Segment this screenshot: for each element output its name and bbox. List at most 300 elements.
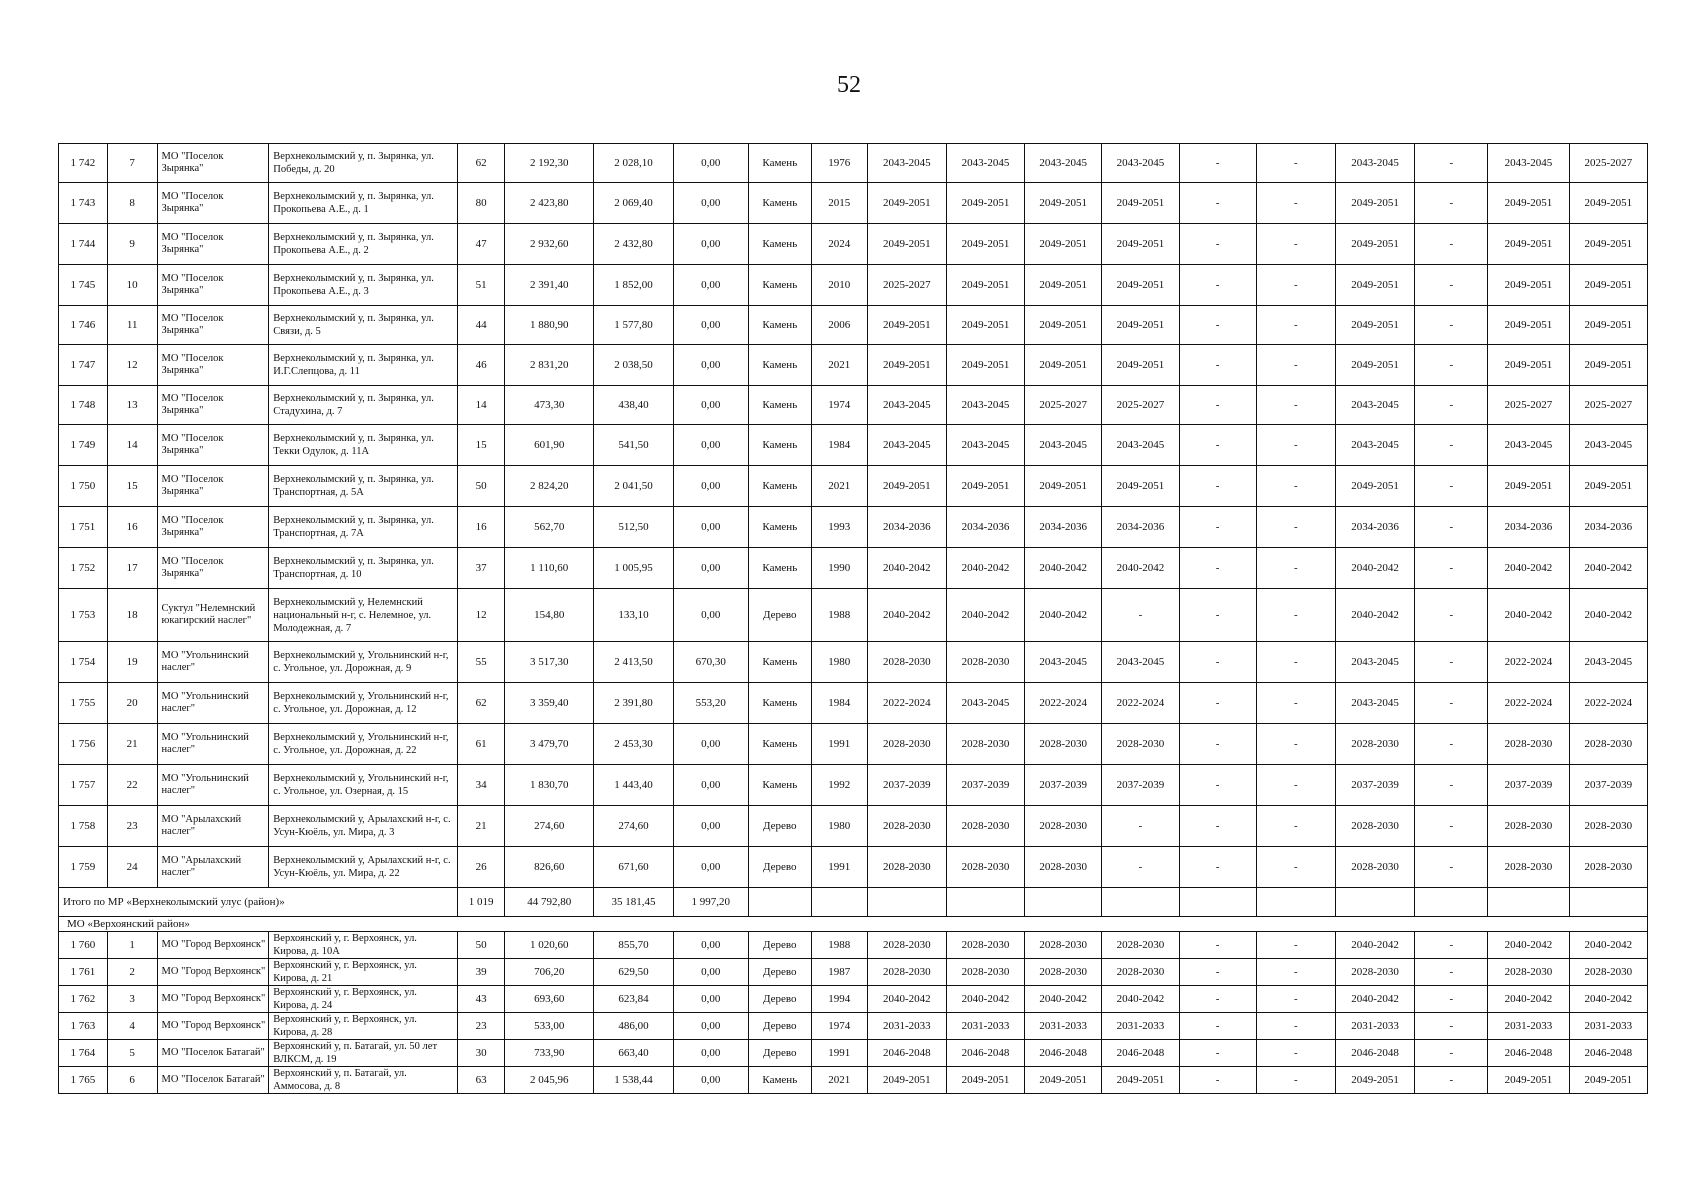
row-number: 1 756 bbox=[59, 724, 108, 765]
build-year: 2015 bbox=[811, 183, 867, 224]
repair-period-7: 2031-2033 bbox=[1335, 1013, 1414, 1040]
address: Верхоянский у, г. Верхоянск, ул. Кирова, д. 24 bbox=[269, 986, 458, 1013]
repair-period-2: 2046-2048 bbox=[946, 1040, 1024, 1067]
local-number: 3 bbox=[107, 986, 157, 1013]
repair-period-10: 2028-2030 bbox=[1569, 959, 1647, 986]
repair-period-10: 2049-2051 bbox=[1569, 466, 1647, 507]
repair-period-6: - bbox=[1256, 724, 1335, 765]
table-row bbox=[59, 847, 1648, 888]
repair-period-10: 2049-2051 bbox=[1569, 1067, 1647, 1094]
repair-period-5: - bbox=[1179, 986, 1256, 1013]
build-year: 1992 bbox=[811, 765, 867, 806]
wall-material: Камень bbox=[748, 144, 811, 183]
repair-period-5: - bbox=[1179, 932, 1256, 959]
repair-period-3: 2031-2033 bbox=[1025, 1013, 1102, 1040]
table-row bbox=[59, 1040, 1648, 1067]
table-row bbox=[59, 466, 1648, 507]
row-number: 1 749 bbox=[59, 425, 108, 466]
nonresidential-area: 0,00 bbox=[673, 847, 748, 888]
nonresidential-area: 0,00 bbox=[673, 986, 748, 1013]
apartments-count: 37 bbox=[458, 548, 505, 589]
repair-period-1: 2028-2030 bbox=[867, 724, 946, 765]
repair-period-8: - bbox=[1415, 932, 1488, 959]
repair-period-9: 2049-2051 bbox=[1488, 224, 1569, 265]
wall-material: Камень bbox=[748, 548, 811, 589]
repair-period-3: 2040-2042 bbox=[1025, 986, 1102, 1013]
living-area: 671,60 bbox=[594, 847, 673, 888]
local-number: 23 bbox=[107, 806, 157, 847]
build-year: 1984 bbox=[811, 425, 867, 466]
repair-period-9: 2022-2024 bbox=[1488, 683, 1569, 724]
address: Верхнеколымский у, п. Зырянка, ул. Связи, д. 5 bbox=[269, 306, 458, 345]
address: Верхнеколымский у, Арылахский н-г, с. Усун-Кюёль, ул. Мира, д. 22 bbox=[269, 847, 458, 888]
repair-period-9: 2049-2051 bbox=[1488, 1067, 1569, 1094]
nonresidential-area: 0,00 bbox=[673, 765, 748, 806]
apartments-count: 14 bbox=[458, 386, 505, 425]
repair-period-4: 2034-2036 bbox=[1102, 507, 1179, 548]
empty-cell bbox=[1488, 888, 1569, 917]
municipality: МО "Поселок Зырянка" bbox=[157, 144, 269, 183]
row-number: 1 760 bbox=[59, 932, 108, 959]
repair-period-10: 2034-2036 bbox=[1569, 507, 1647, 548]
repair-period-10: 2040-2042 bbox=[1569, 986, 1647, 1013]
repair-period-2: 2028-2030 bbox=[946, 642, 1024, 683]
nonresidential-area: 0,00 bbox=[673, 724, 748, 765]
table-row bbox=[59, 224, 1648, 265]
repair-period-7: 2046-2048 bbox=[1335, 1040, 1414, 1067]
repair-period-7: 2040-2042 bbox=[1335, 986, 1414, 1013]
apartments-count: 12 bbox=[458, 589, 505, 642]
local-number: 11 bbox=[107, 306, 157, 345]
nonresidential-area: 0,00 bbox=[673, 589, 748, 642]
table-row bbox=[59, 548, 1648, 589]
repair-period-6: - bbox=[1256, 507, 1335, 548]
living-area: 2 069,40 bbox=[594, 183, 673, 224]
empty-cell bbox=[811, 888, 867, 917]
table-row bbox=[59, 589, 1648, 642]
living-area: 438,40 bbox=[594, 386, 673, 425]
wall-material: Камень bbox=[748, 306, 811, 345]
repair-period-5: - bbox=[1179, 642, 1256, 683]
empty-cell bbox=[1415, 888, 1488, 917]
municipality: МО "Поселок Зырянка" bbox=[157, 386, 269, 425]
nonresidential-area: 0,00 bbox=[673, 466, 748, 507]
local-number: 8 bbox=[107, 183, 157, 224]
row-number: 1 762 bbox=[59, 986, 108, 1013]
repair-period-10: 2040-2042 bbox=[1569, 932, 1647, 959]
table-row bbox=[59, 986, 1648, 1013]
repair-period-4: - bbox=[1102, 806, 1179, 847]
repair-period-1: 2028-2030 bbox=[867, 847, 946, 888]
table-row bbox=[59, 183, 1648, 224]
repair-period-7: 2049-2051 bbox=[1335, 183, 1414, 224]
nonresidential-area: 0,00 bbox=[673, 144, 748, 183]
local-number: 20 bbox=[107, 683, 157, 724]
repair-period-7: 2040-2042 bbox=[1335, 548, 1414, 589]
wall-material: Камень bbox=[748, 683, 811, 724]
wall-material: Камень bbox=[748, 1067, 811, 1094]
repair-period-6: - bbox=[1256, 183, 1335, 224]
section-header-row bbox=[59, 917, 1648, 932]
local-number: 19 bbox=[107, 642, 157, 683]
repair-period-5: - bbox=[1179, 765, 1256, 806]
repair-period-8: - bbox=[1415, 806, 1488, 847]
row-number: 1 752 bbox=[59, 548, 108, 589]
repair-period-6: - bbox=[1256, 386, 1335, 425]
living-area: 2 028,10 bbox=[594, 144, 673, 183]
total-area: 1 880,90 bbox=[505, 306, 594, 345]
repair-period-5: - bbox=[1179, 224, 1256, 265]
total-area: 2 831,20 bbox=[505, 345, 594, 386]
repair-period-4: 2022-2024 bbox=[1102, 683, 1179, 724]
total-area: 2 391,40 bbox=[505, 265, 594, 306]
repair-period-3: 2040-2042 bbox=[1025, 548, 1102, 589]
table-row bbox=[59, 306, 1648, 345]
repair-period-2: 2043-2045 bbox=[946, 386, 1024, 425]
local-number: 6 bbox=[107, 1067, 157, 1094]
repair-period-2: 2049-2051 bbox=[946, 345, 1024, 386]
repair-period-10: 2046-2048 bbox=[1569, 1040, 1647, 1067]
local-number: 13 bbox=[107, 386, 157, 425]
address: Верхнеколымский у, п. Зырянка, ул. Транспортная, д. 5А bbox=[269, 466, 458, 507]
repair-period-9: 2028-2030 bbox=[1488, 724, 1569, 765]
table-row bbox=[59, 1013, 1648, 1040]
repair-period-10: 2028-2030 bbox=[1569, 724, 1647, 765]
build-year: 1991 bbox=[811, 847, 867, 888]
section-title: МО «Верхоянский район» bbox=[59, 917, 1648, 932]
repair-period-10: 2040-2042 bbox=[1569, 589, 1647, 642]
repair-period-8: - bbox=[1415, 724, 1488, 765]
repair-period-4: 2025-2027 bbox=[1102, 386, 1179, 425]
wall-material: Камень bbox=[748, 507, 811, 548]
repair-period-3: 2028-2030 bbox=[1025, 724, 1102, 765]
table-row bbox=[59, 507, 1648, 548]
nonresidential-area: 0,00 bbox=[673, 959, 748, 986]
municipality: МО "Город Верхоянск" bbox=[157, 986, 269, 1013]
nonresidential-area: 0,00 bbox=[673, 345, 748, 386]
build-year: 1988 bbox=[811, 589, 867, 642]
address: Верхнеколымский у, п. Зырянка, ул. Транспортная, д. 10 bbox=[269, 548, 458, 589]
repair-period-7: 2043-2045 bbox=[1335, 144, 1414, 183]
repair-period-10: 2043-2045 bbox=[1569, 642, 1647, 683]
repair-period-7: 2028-2030 bbox=[1335, 806, 1414, 847]
municipality: МО "Поселок Зырянка" bbox=[157, 224, 269, 265]
living-area: 1 005,95 bbox=[594, 548, 673, 589]
repair-period-4: 2040-2042 bbox=[1102, 548, 1179, 589]
repair-period-2: 2049-2051 bbox=[946, 265, 1024, 306]
living-area: 1 852,00 bbox=[594, 265, 673, 306]
municipality: МО "Арылахский наслег" bbox=[157, 806, 269, 847]
repair-period-10: 2031-2033 bbox=[1569, 1013, 1647, 1040]
table-row bbox=[59, 683, 1648, 724]
row-number: 1 757 bbox=[59, 765, 108, 806]
total-area: 3 517,30 bbox=[505, 642, 594, 683]
repair-period-1: 2028-2030 bbox=[867, 932, 946, 959]
empty-cell bbox=[867, 888, 946, 917]
district-1-rows bbox=[59, 144, 1648, 888]
repair-period-2: 2028-2030 bbox=[946, 959, 1024, 986]
total-area: 533,00 bbox=[505, 1013, 594, 1040]
wall-material: Камень bbox=[748, 765, 811, 806]
living-area: 274,60 bbox=[594, 806, 673, 847]
address: Верхоянский у, г. Верхоянск, ул. Кирова, д. 28 bbox=[269, 1013, 458, 1040]
repair-period-3: 2040-2042 bbox=[1025, 589, 1102, 642]
repair-period-3: 2049-2051 bbox=[1025, 306, 1102, 345]
repair-period-9: 2043-2045 bbox=[1488, 144, 1569, 183]
repair-period-2: 2049-2051 bbox=[946, 183, 1024, 224]
local-number: 9 bbox=[107, 224, 157, 265]
repair-period-10: 2049-2051 bbox=[1569, 345, 1647, 386]
repair-period-6: - bbox=[1256, 683, 1335, 724]
local-number: 7 bbox=[107, 144, 157, 183]
nonresidential-area: 0,00 bbox=[673, 306, 748, 345]
table-row bbox=[59, 1067, 1648, 1094]
wall-material: Дерево bbox=[748, 959, 811, 986]
repair-period-8: - bbox=[1415, 548, 1488, 589]
repair-period-3: 2028-2030 bbox=[1025, 932, 1102, 959]
repair-period-8: - bbox=[1415, 847, 1488, 888]
repair-period-8: - bbox=[1415, 1013, 1488, 1040]
row-number: 1 742 bbox=[59, 144, 108, 183]
empty-cell bbox=[1179, 888, 1256, 917]
repair-period-7: 2043-2045 bbox=[1335, 642, 1414, 683]
total-area: 1 110,60 bbox=[505, 548, 594, 589]
local-number: 17 bbox=[107, 548, 157, 589]
repair-period-8: - bbox=[1415, 959, 1488, 986]
address: Верхнеколымский у, Угольнинский н-г, с. Угольное, ул. Дорожная, д. 22 bbox=[269, 724, 458, 765]
repair-period-1: 2043-2045 bbox=[867, 386, 946, 425]
local-number: 5 bbox=[107, 1040, 157, 1067]
repair-period-9: 2028-2030 bbox=[1488, 806, 1569, 847]
repair-period-2: 2028-2030 bbox=[946, 806, 1024, 847]
build-year: 1980 bbox=[811, 642, 867, 683]
total-area: 562,70 bbox=[505, 507, 594, 548]
municipality: МО "Поселок Зырянка" bbox=[157, 425, 269, 466]
total-area: 733,90 bbox=[505, 1040, 594, 1067]
nonresidential-area: 0,00 bbox=[673, 806, 748, 847]
repair-period-9: 2046-2048 bbox=[1488, 1040, 1569, 1067]
repair-period-6: - bbox=[1256, 425, 1335, 466]
repair-period-1: 2049-2051 bbox=[867, 183, 946, 224]
municipality: МО "Поселок Зырянка" bbox=[157, 306, 269, 345]
wall-material: Камень bbox=[748, 642, 811, 683]
address: Верхнеколымский у, Угольнинский н-г, с. Угольное, ул. Озерная, д. 15 bbox=[269, 765, 458, 806]
repair-period-10: 2040-2042 bbox=[1569, 548, 1647, 589]
municipality: МО "Город Верхоянск" bbox=[157, 959, 269, 986]
local-number: 16 bbox=[107, 507, 157, 548]
nonresidential-area: 0,00 bbox=[673, 386, 748, 425]
nonresidential-area: 553,20 bbox=[673, 683, 748, 724]
repair-period-6: - bbox=[1256, 466, 1335, 507]
address: Верхнеколымский у, п. Зырянка, ул. Стадухина, д. 7 bbox=[269, 386, 458, 425]
build-year: 2021 bbox=[811, 345, 867, 386]
address: Верхнеколымский у, п. Зырянка, ул. Прокопьева А.Е., д. 3 bbox=[269, 265, 458, 306]
nonresidential-area: 0,00 bbox=[673, 425, 748, 466]
repair-period-1: 2022-2024 bbox=[867, 683, 946, 724]
table-row bbox=[59, 425, 1648, 466]
living-area: 2 391,80 bbox=[594, 683, 673, 724]
repair-period-2: 2028-2030 bbox=[946, 932, 1024, 959]
table-row bbox=[59, 265, 1648, 306]
repair-period-6: - bbox=[1256, 345, 1335, 386]
wall-material: Дерево bbox=[748, 806, 811, 847]
wall-material: Камень bbox=[748, 224, 811, 265]
repair-period-2: 2049-2051 bbox=[946, 224, 1024, 265]
wall-material: Камень bbox=[748, 265, 811, 306]
total-label: Итого по МР «Верхнеколымский улус (район)» bbox=[59, 888, 458, 917]
local-number: 18 bbox=[107, 589, 157, 642]
repair-period-4: - bbox=[1102, 847, 1179, 888]
empty-cell bbox=[748, 888, 811, 917]
repair-period-5: - bbox=[1179, 724, 1256, 765]
repair-period-1: 2049-2051 bbox=[867, 466, 946, 507]
apartments-count: 62 bbox=[458, 144, 505, 183]
repair-period-4: 2049-2051 bbox=[1102, 1067, 1179, 1094]
build-year: 2021 bbox=[811, 1067, 867, 1094]
repair-period-9: 2049-2051 bbox=[1488, 345, 1569, 386]
row-number: 1 759 bbox=[59, 847, 108, 888]
local-number: 1 bbox=[107, 932, 157, 959]
wall-material: Камень bbox=[748, 386, 811, 425]
repair-period-4: 2037-2039 bbox=[1102, 765, 1179, 806]
nonresidential-area: 0,00 bbox=[673, 932, 748, 959]
repair-period-3: 2049-2051 bbox=[1025, 1067, 1102, 1094]
repair-period-7: 2028-2030 bbox=[1335, 847, 1414, 888]
repair-period-6: - bbox=[1256, 1013, 1335, 1040]
build-year: 1988 bbox=[811, 932, 867, 959]
repair-period-8: - bbox=[1415, 265, 1488, 306]
total-area: 2 824,20 bbox=[505, 466, 594, 507]
repair-period-9: 2040-2042 bbox=[1488, 589, 1569, 642]
row-number: 1 763 bbox=[59, 1013, 108, 1040]
repair-period-2: 2043-2045 bbox=[946, 425, 1024, 466]
repair-period-10: 2037-2039 bbox=[1569, 765, 1647, 806]
apartments-count: 55 bbox=[458, 642, 505, 683]
repair-period-1: 2040-2042 bbox=[867, 589, 946, 642]
row-number: 1 743 bbox=[59, 183, 108, 224]
repair-period-6: - bbox=[1256, 548, 1335, 589]
table-row bbox=[59, 386, 1648, 425]
living-area: 1 443,40 bbox=[594, 765, 673, 806]
repair-period-9: 2037-2039 bbox=[1488, 765, 1569, 806]
row-number: 1 746 bbox=[59, 306, 108, 345]
repair-period-4: 2049-2051 bbox=[1102, 265, 1179, 306]
repair-period-10: 2025-2027 bbox=[1569, 386, 1647, 425]
municipality: МО "Город Верхоянск" bbox=[157, 1013, 269, 1040]
repair-period-7: 2040-2042 bbox=[1335, 932, 1414, 959]
repair-period-4: 2049-2051 bbox=[1102, 183, 1179, 224]
repair-period-9: 2028-2030 bbox=[1488, 959, 1569, 986]
living-area: 133,10 bbox=[594, 589, 673, 642]
district-2-rows bbox=[59, 932, 1648, 1094]
table-row bbox=[59, 724, 1648, 765]
empty-cell bbox=[946, 888, 1024, 917]
repair-period-9: 2043-2045 bbox=[1488, 425, 1569, 466]
build-year: 1990 bbox=[811, 548, 867, 589]
repair-period-8: - bbox=[1415, 1040, 1488, 1067]
repair-period-8: - bbox=[1415, 507, 1488, 548]
wall-material: Дерево bbox=[748, 986, 811, 1013]
living-area: 1 577,80 bbox=[594, 306, 673, 345]
repair-period-5: - bbox=[1179, 1067, 1256, 1094]
repair-period-5: - bbox=[1179, 1040, 1256, 1067]
repair-period-9: 2040-2042 bbox=[1488, 548, 1569, 589]
nonresidential-area: 0,00 bbox=[673, 183, 748, 224]
nonresidential-area: 0,00 bbox=[673, 265, 748, 306]
repair-period-4: - bbox=[1102, 589, 1179, 642]
repair-period-1: 2028-2030 bbox=[867, 959, 946, 986]
build-year: 1991 bbox=[811, 724, 867, 765]
repair-period-3: 2022-2024 bbox=[1025, 683, 1102, 724]
living-area: 512,50 bbox=[594, 507, 673, 548]
repair-period-10: 2028-2030 bbox=[1569, 847, 1647, 888]
wall-material: Камень bbox=[748, 183, 811, 224]
repair-period-7: 2043-2045 bbox=[1335, 425, 1414, 466]
apartments-count: 63 bbox=[458, 1067, 505, 1094]
repair-period-1: 2040-2042 bbox=[867, 986, 946, 1013]
repair-period-2: 2028-2030 bbox=[946, 847, 1024, 888]
row-number: 1 754 bbox=[59, 642, 108, 683]
build-year: 1974 bbox=[811, 386, 867, 425]
local-number: 4 bbox=[107, 1013, 157, 1040]
apartments-count: 30 bbox=[458, 1040, 505, 1067]
repair-period-5: - bbox=[1179, 306, 1256, 345]
build-year: 1984 bbox=[811, 683, 867, 724]
repair-period-9: 2049-2051 bbox=[1488, 183, 1569, 224]
repair-period-3: 2049-2051 bbox=[1025, 265, 1102, 306]
wall-material: Камень bbox=[748, 425, 811, 466]
wall-material: Камень bbox=[748, 345, 811, 386]
repair-period-10: 2025-2027 bbox=[1569, 144, 1647, 183]
table-row bbox=[59, 642, 1648, 683]
apartments-count: 34 bbox=[458, 765, 505, 806]
repair-period-2: 2049-2051 bbox=[946, 466, 1024, 507]
repair-period-8: - bbox=[1415, 765, 1488, 806]
address: Верхоянский у, г. Верхоянск, ул. Кирова, д. 10А bbox=[269, 932, 458, 959]
nonresidential-area: 0,00 bbox=[673, 507, 748, 548]
living-area: 623,84 bbox=[594, 986, 673, 1013]
row-number: 1 755 bbox=[59, 683, 108, 724]
repair-period-5: - bbox=[1179, 345, 1256, 386]
repair-period-3: 2034-2036 bbox=[1025, 507, 1102, 548]
empty-cell bbox=[1256, 888, 1335, 917]
empty-cell bbox=[1102, 888, 1179, 917]
table-row bbox=[59, 932, 1648, 959]
repair-period-2: 2034-2036 bbox=[946, 507, 1024, 548]
repair-period-9: 2022-2024 bbox=[1488, 642, 1569, 683]
repair-period-5: - bbox=[1179, 589, 1256, 642]
repair-period-8: - bbox=[1415, 425, 1488, 466]
address: Верхнеколымский у, Угольнинский н-г, с. Угольное, ул. Дорожная, д. 12 bbox=[269, 683, 458, 724]
total-area: 44 792,80 bbox=[505, 888, 594, 917]
row-number: 1 747 bbox=[59, 345, 108, 386]
address: Верхнеколымский у, п. Зырянка, ул. И.Г.Слепцова, д. 11 bbox=[269, 345, 458, 386]
wall-material: Дерево bbox=[748, 589, 811, 642]
repair-period-2: 2040-2042 bbox=[946, 589, 1024, 642]
total-area: 2 423,80 bbox=[505, 183, 594, 224]
total-area: 601,90 bbox=[505, 425, 594, 466]
row-number: 1 745 bbox=[59, 265, 108, 306]
total-count: 1 019 bbox=[458, 888, 505, 917]
apartments-count: 47 bbox=[458, 224, 505, 265]
total-area: 473,30 bbox=[505, 386, 594, 425]
repair-period-1: 2043-2045 bbox=[867, 144, 946, 183]
empty-cell bbox=[1569, 888, 1647, 917]
repair-period-6: - bbox=[1256, 765, 1335, 806]
address: Верхнеколымский у, п. Зырянка, ул. Победы, д. 20 bbox=[269, 144, 458, 183]
repair-period-4: 2049-2051 bbox=[1102, 345, 1179, 386]
repair-period-4: 2028-2030 bbox=[1102, 724, 1179, 765]
